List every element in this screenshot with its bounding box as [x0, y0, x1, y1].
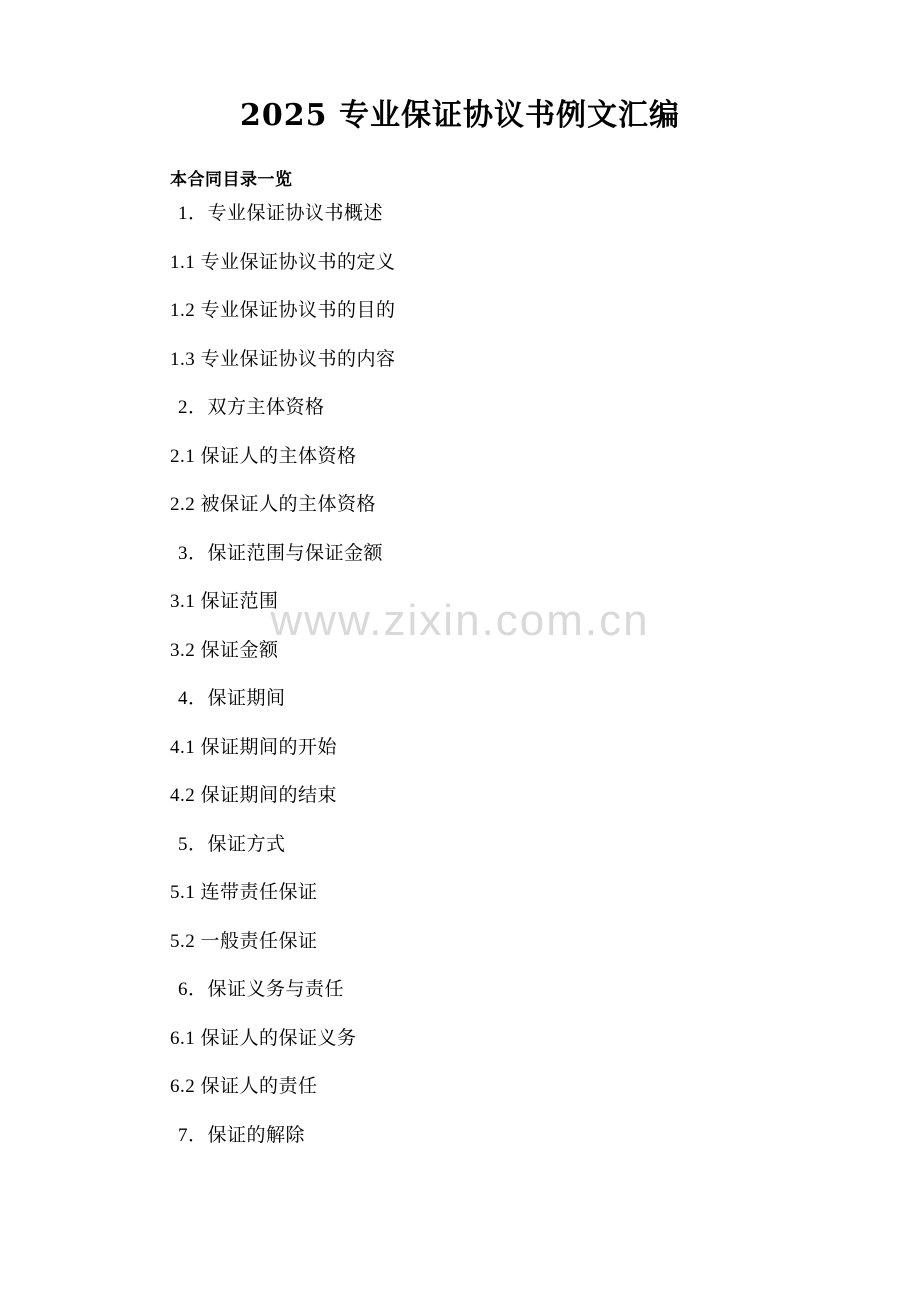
table-of-contents [170, 190, 750, 1160]
list-item: 5.2 一般责任保证 [170, 930, 318, 952]
list-item: 3.1 保证范围 [170, 591, 279, 612]
list-item: 7．保证的解除 [178, 1124, 306, 1146]
list-item: 4.1 保证期间的开始 [170, 736, 338, 758]
list-item: 4．保证期间 [178, 688, 286, 709]
list-item: 6.1 保证人的保证义务 [170, 1027, 357, 1049]
list-item: 3．保证范围与保证金额 [178, 542, 384, 564]
list-item: 1．专业保证协议书概述 [178, 203, 384, 224]
list-item: 3.2 保证金额 [170, 639, 279, 661]
page-title: 2025 专业保证协议书例文汇编 [240, 98, 680, 133]
list-item: 1.2 专业保证协议书的目的 [170, 300, 396, 321]
list-item: 5．保证方式 [178, 833, 286, 855]
section-heading: 本合同目录一览 [170, 170, 293, 189]
list-item: 1.3 专业保证协议书的内容 [170, 348, 396, 370]
list-item: 6.2 保证人的责任 [170, 1076, 318, 1097]
list-item: 5.1 连带责任保证 [170, 882, 318, 903]
list-item: 1.1 专业保证协议书的定义 [170, 251, 396, 273]
list-item: 2．双方主体资格 [178, 397, 325, 418]
list-item: 4.2 保证期间的结束 [170, 785, 338, 806]
list-item: 2.1 保证人的主体资格 [170, 445, 357, 467]
list-item: 6．保证义务与责任 [178, 979, 345, 1000]
list-item: 2.2 被保证人的主体资格 [170, 494, 377, 515]
watermark: www.zixin.com.cn [270, 596, 650, 645]
